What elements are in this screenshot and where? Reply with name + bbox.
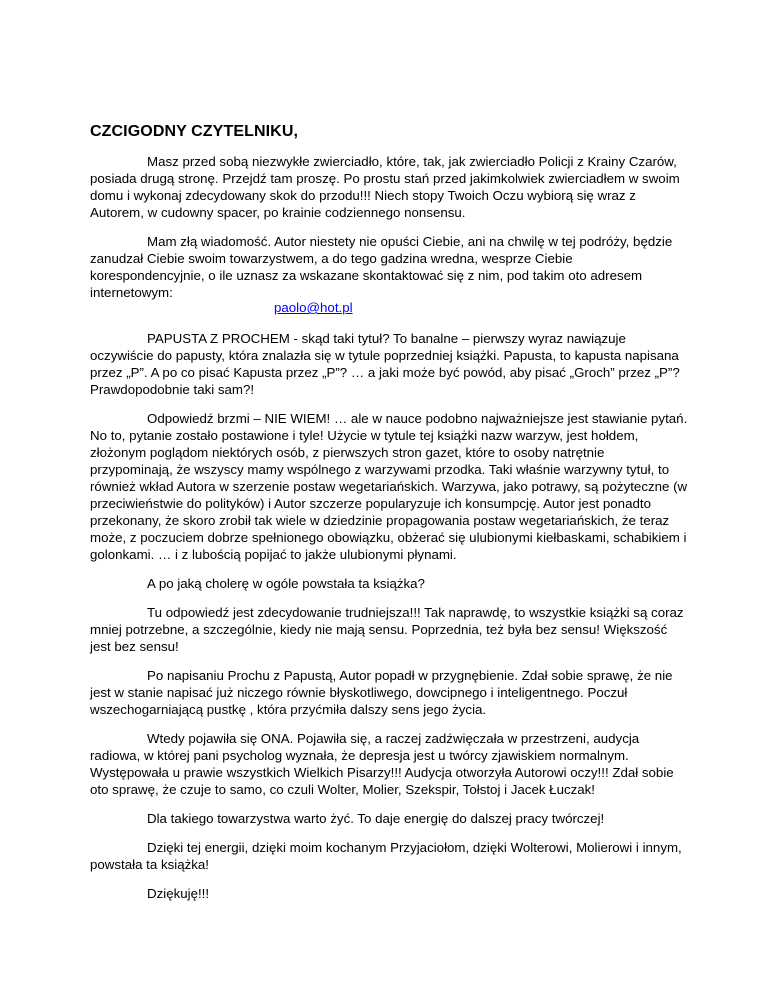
paragraph-depression: Po napisaniu Prochu z Papustą, Autor popadł w przygnębienie. Zdał sobie sprawę, że nie jest w stanie napisać już niczego równie błyskotliwego, dowcipnego i inteligentnego. Poczuł wszechogarniającą pustkę , która przyćmiła dalszy sens jego życia. (90, 668, 673, 717)
document-page (90, 122, 688, 914)
paragraph-harder-answer: Tu odpowiedź jest zdecydowanie trudniejsza!!! Tak naprawdę, to wszystkie książki są coraz mniej potrzebne, a szczególnie, kiedy nie mają sensu. Poprzednia, też była bez sensu! Większość jest bez sensu! (90, 605, 684, 654)
paragraph-bad-news: Mam złą wiadomość. Autor niestety nie opuści Ciebie, ani na chwilę w tej podróży, będzie zanudzał Ciebie swoim towarzystwem, a do tego gadzina wredna, wesprze Ciebie korespondencyjnie, o ile uznasz za wskazane skontaktować się z nim, pod takim oto adresem internetowym: (90, 234, 673, 300)
email-line (90, 299, 688, 316)
paragraph-question: A po jaką cholerę w ogóle powstała ta książka? (147, 576, 425, 591)
paragraph-radio: Wtedy pojawiła się ONA. Pojawiła się, a raczej zadźwięczała w przestrzeni, audycja radiowa, w której pani psycholog wyznała, że depresja jest u twórcy zjawiskiem normalnym. Występowała u prawie wszystkich Wielkich Pisarzy!!! Audycja otworzyła Autorowi oczy!!! Zdał sobie oto sprawę, że czuje to samo, co czuli Wolter, Molier, Szekspir, Tołstoj i Jacek Łuczak! (90, 731, 674, 797)
email-link[interactable]: paolo@hot.pl (274, 300, 353, 315)
paragraph-company: Dla takiego towarzystwa warto żyć. To daje energię do dalszej pracy twórczej! (147, 811, 605, 826)
paragraph-title-origin: PAPUSTA Z PROCHEM - skąd taki tytuł? To banalne – pierwszy wyraz nawiązuje oczywiście do papusty, która znalazła się w tytule poprzedniej książki. Papusta, to kapusta napisana przez „P”. A po co pisać Kapusta przez „P”? … a jaki może być powód, aby pisać „Groch” przez „P”? Prawdopodobnie taki sam?! (90, 331, 680, 397)
paragraph-intro: Masz przed sobą niezwykłe zwierciadło, które, tak, jak zwierciadło Policji z Krainy Czarów, posiada drugą stronę. Przejdź tam proszę. Po prostu stań przed jakimkolwiek zwierciadłem w swoim domu i wykonaj zdecydowany skok do przodu!!! Niech stopy Twoich Oczu wybiorą się wraz z Autorem, w cudowny spacer, po krainie codziennego nonsensu. (90, 154, 680, 220)
document-title: CZCIGODNY CZYTELNIKU, (90, 123, 299, 140)
paragraph-energy: Dzięki tej energii, dzięki moim kochanym Przyjaciołom, dzięki Wolterowi, Molierowi i innym, powstała ta książka! (90, 840, 682, 872)
paragraph-answer: Odpowiedź brzmi – NIE WIEM! … ale w nauce podobno najważniejsze jest stawianie pytań. No to, pytanie zostało postawione i tyle! Użycie w tytule tej książki nazw warzyw, jest hołdem, złożonym poglądom niektórych osób, z pierwszych stron gazet, które to osoby natrętnie przypominają, że wszyscy mamy wspólnego z warzywami przodka. Taki właśnie warzywny tytuł, to również wkład Autora w szerzenie postaw wegetariańskich. Warzywa, jako potrawy, są pożyteczne (w przeciwieństwie do polityków) i Autor szczerze popularyzuje ich konsumpcję. Autor jest ponadto przekonany, że skoro zrobił tak wiele w dziedzinie propagowania postaw wegetariańskich, że teraz może, z poczuciem dobrze spełnionego obowiązku, obżerać się ulubionymi kiełbaskami, schabikiem i golonkami. … i z lubością popijać to jakże ulubionymi płynami. (90, 411, 688, 562)
paragraph-thanks: Dziękuję!!! (147, 886, 210, 901)
